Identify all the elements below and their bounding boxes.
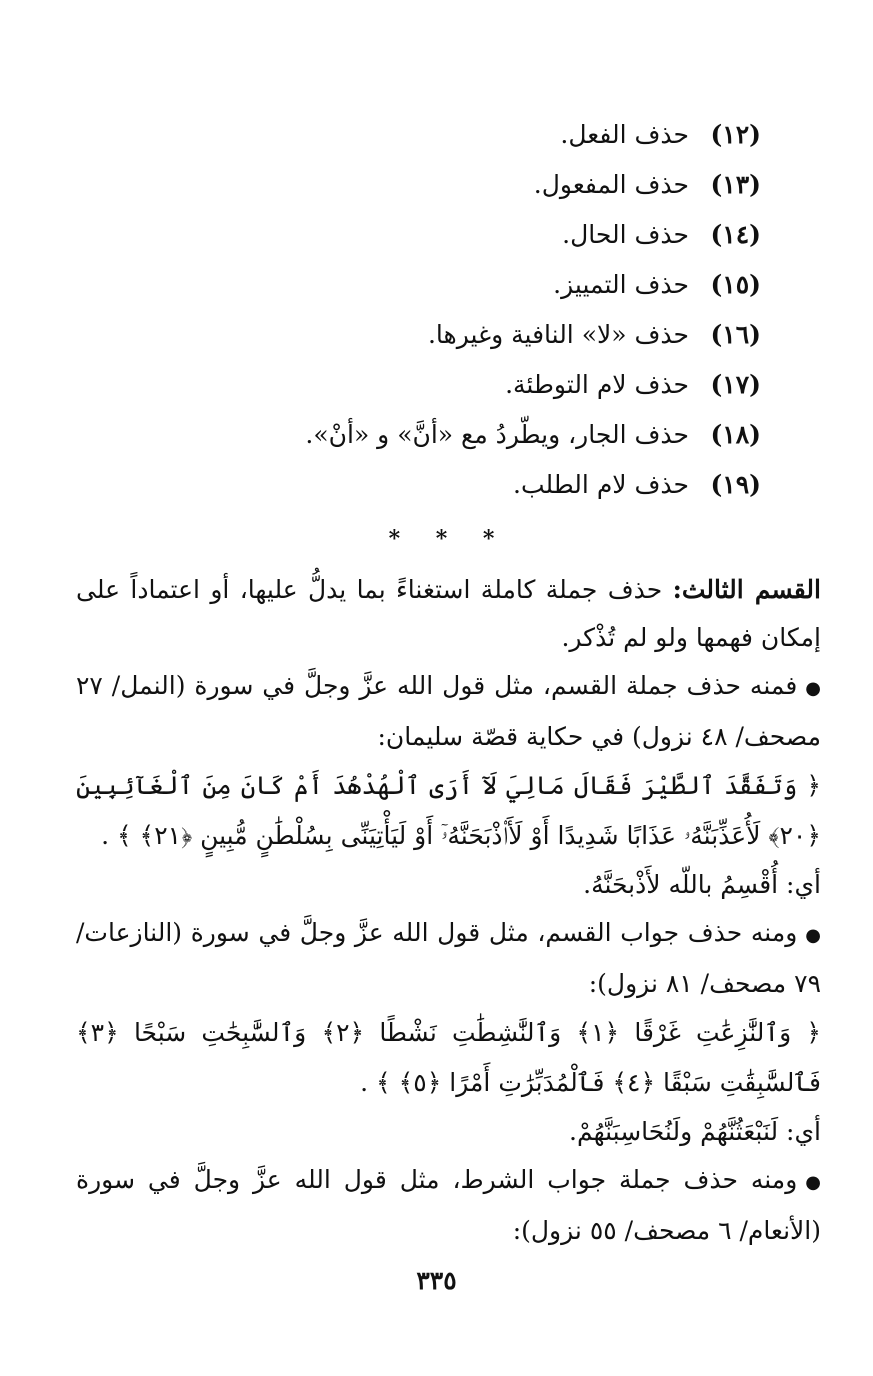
quran-verse: ﴿ وَٱلنَّٰزِعَٰتِ غَرْقًا ﴿١﴾ وَٱلنَّٰشِطَٰتِ نَشْطًا ﴿٢﴾ وَٱلسَّٰبِحَٰتِ سَبْحًا ﴿٣﴾ فَٱلسَّٰبِقَٰتِ سَبْقًا ﴿٤﴾ فَٱلْمُدَبِّرَٰتِ أَمْرًا ﴿٥﴾ ﴾ . (76, 1018, 821, 1097)
list-item-text: حذف الجار، ويطّردُ مع «أنَّ» و «أنْ». (305, 420, 689, 449)
bullet-icon: ● (805, 925, 821, 946)
list-item-text: حذف الحال. (562, 220, 689, 249)
list-item-number: (١٢) (710, 120, 761, 149)
list-item-number: (١٩) (710, 470, 761, 499)
list-item (76, 210, 761, 260)
list-item-text: حذف المفعول. (533, 170, 689, 199)
omission-list (76, 110, 821, 510)
section-paragraph (76, 566, 821, 662)
example-intro (76, 1156, 821, 1255)
list-item (76, 310, 761, 360)
quran-verse: ﴿ وَتَفَقَّدَ ٱلطَّيْرَ فَقَالَ مَالِيَ لَآ أَرَى ٱلْهُدْهُدَ أَمْ كَانَ مِنَ ٱلْغَآئِبِينَ ﴿٢٠﴾ لَأُعَذِّبَنَّهُۥ عَذَابًا شَدِيدًا أَوْ لَأَا۟ذْبَحَنَّهُۥٓ أَوْ لَيَأْتِيَنِّى بِسُلْطَٰنٍ مُّبِينٍ ﴿٢١﴾ ﴾ . (76, 771, 821, 850)
list-item-text: حذف التمييز. (553, 270, 689, 299)
example-intro-text: ومنه حذف جملة جواب الشرط، مثل قول الله عزَّ وجلَّ في سورة (الأنعام/ ٦ مصحف/ ٥٥ نزول): (76, 1165, 821, 1245)
section-label: القسم الثالث: (672, 575, 821, 604)
bullet-icon: ● (805, 1172, 821, 1193)
list-item-number: (١٧) (710, 370, 761, 399)
section-separator: * * * (388, 526, 509, 552)
list-item-text: حذف «لا» النافية وغيرها. (427, 320, 689, 349)
example-intro-text: فمنه حذف جملة القسم، مثل قول الله عزَّ وجلَّ في سورة (النمل/ ٢٧ مصحف/ ٤٨ نزول) في حكاية قصّة سليمان: (76, 671, 821, 751)
page-body (76, 110, 821, 1255)
list-item-number: (١٤) (710, 220, 761, 249)
example-intro (76, 662, 821, 761)
list-item-number: (١٨) (710, 420, 761, 449)
example-intro (76, 909, 821, 1008)
list-item-text: حذف لام الطلب. (513, 470, 689, 499)
list-item-number: (١٦) (710, 320, 761, 349)
list-item-number: (١٥) (710, 270, 761, 299)
list-item (76, 260, 761, 310)
list-item-text: حذف الفعل. (560, 120, 689, 149)
list-item (76, 460, 761, 510)
list-item (76, 360, 761, 410)
page-number: ٣٣٥ (416, 1266, 457, 1295)
list-item (76, 160, 761, 210)
example-gloss: أي: لَنَبْعَثُنَّهُمْ ولَنُحَاسِبَنَّهُمْ. (569, 1117, 821, 1146)
example-gloss: أي: أُقْسِمُ باللّه لأَذْبحَنَّهُ. (583, 870, 821, 899)
example-intro-text: ومنه حذف جواب القسم، مثل قول الله عزَّ وجلَّ في سورة (النازعات/ ٧٩ مصحف/ ٨١ نزول): (76, 918, 821, 998)
list-item (76, 410, 761, 460)
list-item-text: حذف لام التوطئة. (505, 370, 689, 399)
section-text: حذف جملة كاملة استغناءً بما يدلُّ عليها، أو اعتماداً على إمكان فهمها ولو لم تُذْكر. (76, 575, 821, 652)
list-item-number: (١٣) (710, 170, 761, 199)
bullet-icon: ● (805, 678, 821, 699)
list-item (76, 110, 761, 160)
